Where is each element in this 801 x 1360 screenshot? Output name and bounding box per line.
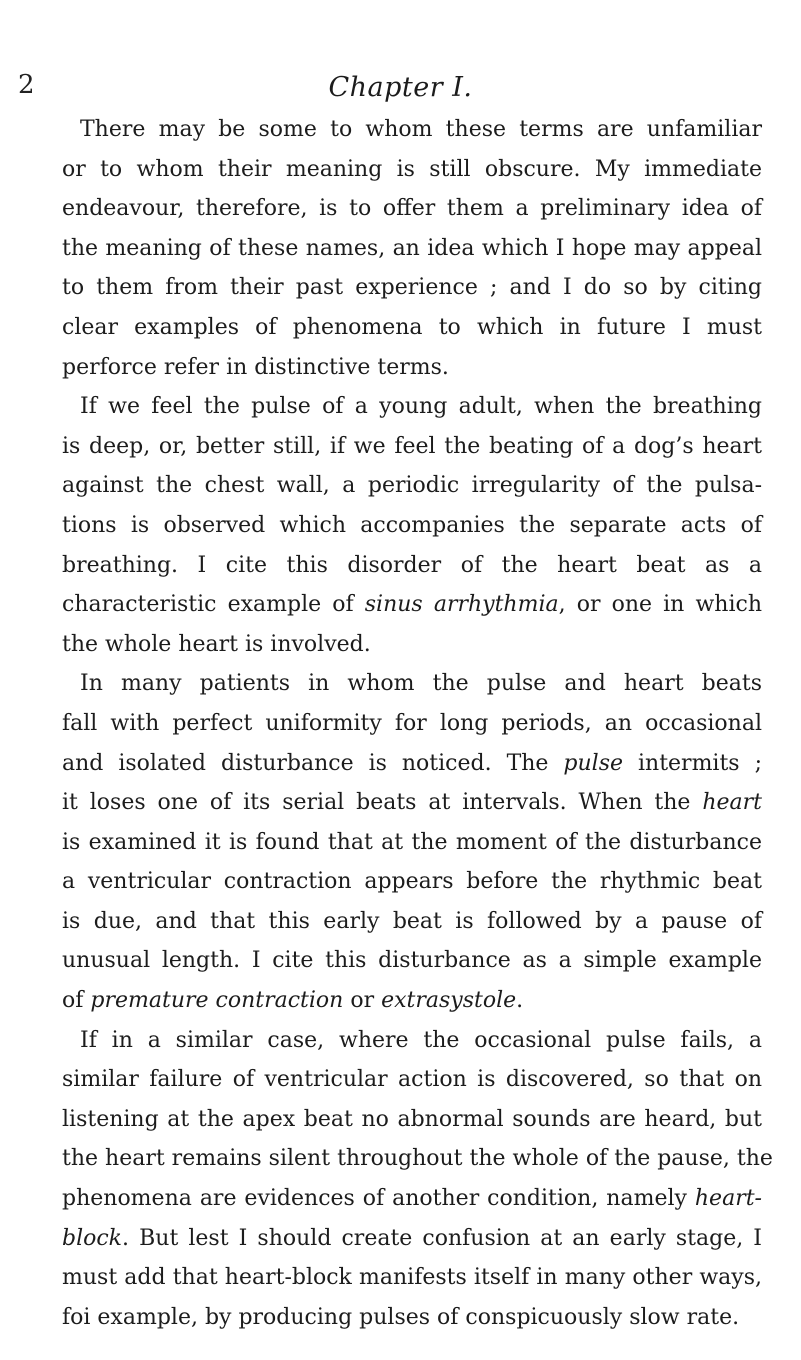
text-line: must add that heart-block manifests itself in many other ways, [62,1265,762,1291]
text-line: clear examples of phenomena to which in future I must [62,314,762,340]
text-line: listening at the apex beat no abnormal sounds are heard, but [62,1106,762,1132]
text-line: breathing. I cite this disorder of the heart beat as a [62,552,762,578]
text-line: is deep, or, better still, if we feel the beating of a dog’s heart [62,433,762,459]
text-line: In many patients in whom the pulse and heart beats [80,671,762,697]
text-line: phenomena are evidences of another condition, namely heart- [62,1186,762,1212]
text-line: If we feel the pulse of a young adult, when the breathing [80,394,762,420]
running-head: Chapter I. [328,72,473,103]
text-line: tions is observed which accompanies the separate acts of [62,512,762,538]
text-line: the heart remains silent throughout the whole of the pause, the [62,1146,773,1172]
text-line: a ventricular contraction appears before the rhythmic beat [62,869,762,895]
text-line: foi example, by producing pulses of conspicuously slow rate. [62,1304,740,1330]
text-line: of premature contraction or extrasystole. [62,988,524,1014]
text-line: If in a similar case, where the occasional pulse fails, a [80,1027,762,1053]
text-line: block. But lest I should create confusion at an early stage, I [62,1225,762,1251]
text-line: the meaning of these names, an idea which I hope may appeal [62,235,762,261]
italic-term: heart [702,790,762,816]
italic-term: heart- [694,1186,762,1212]
italic-term: pulse [563,750,624,776]
text-line: perforce refer in distinctive terms. [62,354,449,380]
text-line: is examined it is found that at the moment of the disturbance [62,829,762,855]
text-line: unusual length. I cite this disturbance as a simple example [62,948,762,974]
text-line: There may be some to whom these terms are unfamiliar [80,117,762,142]
text-line: to them from their past experience ; and I do so by citing [62,275,762,301]
text-line: the whole heart is involved. [62,631,371,657]
text-line: is due, and that this early beat is followed by a pause of [62,908,762,934]
text-line: fall with perfect uniformity for long periods, an occasional [62,710,762,736]
text-line: and isolated disturbance is noticed. The pulse intermits ; [62,750,762,776]
text-line: endeavour, therefore, is to offer them a preliminary idea of [62,196,762,222]
page-number: 2 [18,70,35,100]
text-line: against the chest wall, a periodic irregularity of the pulsa- [62,473,762,499]
text-line: it loses one of its serial beats at intervals. When the heart [62,790,762,816]
italic-term: sinus arrhythmia [364,592,559,618]
italic-term: premature contraction [90,988,344,1014]
body-text [62,110,773,1337]
text-line: similar failure of ventricular action is discovered, so that on [62,1067,762,1093]
text-line: characteristic example of sinus arrhythmia, or one in which [62,592,762,618]
italic-term: extrasystole [381,988,517,1014]
text-line: or to whom their meaning is still obscure. My immediate [62,156,762,182]
italic-term: block [62,1225,123,1251]
